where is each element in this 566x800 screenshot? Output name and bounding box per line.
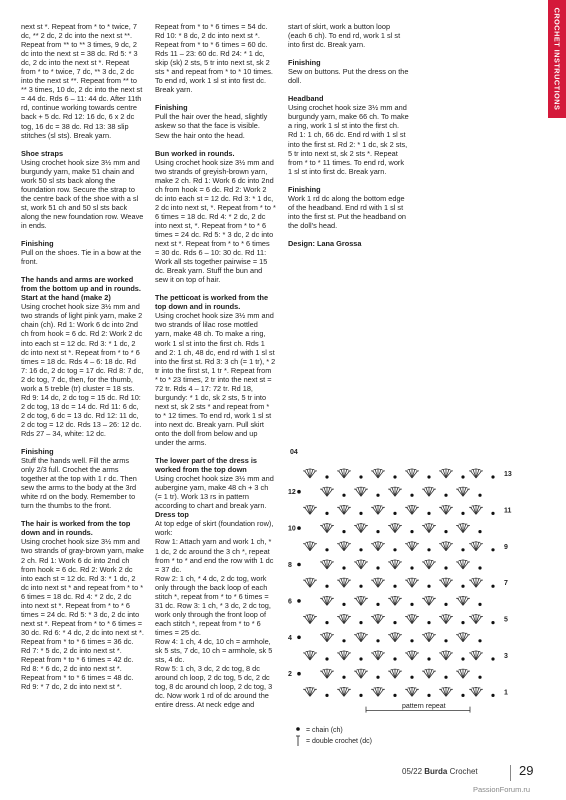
chart-row-label: 10 xyxy=(288,525,296,533)
instruction-paragraph: Row 2: 1 ch, * 4 dc, 2 dc tog, work only through the back loop of each stitch *, repeat from * to * 6 times = 31 dc. Row 3: 1 ch, * 3 dc, 2 dc tog, work only through the front loop of each stitch *, repeat from * to * 6 times = 25 dc. xyxy=(155,573,271,637)
paragraph-gap xyxy=(21,140,144,149)
chain-stitch xyxy=(478,566,481,569)
instruction-paragraph: Using crochet hook size 3½ mm and two strands of greyish-brown yarn, make 2 ch. Rd 1: Work 6 dc into 2nd ch from hook = 6 dc. Rd 2: Work 2 dc into each st = 12 dc. Rd 3: * 1 dc, 2 dc into next st, *. Repeat from * to * 6 times = 18 dc. Rd 4: * 2 dc, 2 dc into next st, *. Repeat from * to * 6 times = 24 dc. Rd 5: * 3 dc, 2 dc into next st *. Repeat from * to * 6 times = 30 dc. Rds 6 – 10: 30 dc. Rd 11: Work all sts together pairwise = 15 dc. Break yarn. Stuff the bun and sew it on top of hair. xyxy=(155,157,276,285)
section-heading: Dress top xyxy=(155,510,189,520)
instruction-paragraph: Repeat from * to * 6 times = 54 dc. Rd 10: * 8 dc, 2 dc into next st *. Repeat from * to * 6 times = 60 dc. Rds 11 – 23: 60 dc. Rd 24: * 1 dc, skip (sk) 2 sts, 5 tr into next st, sk 2 sts * and repeat from * to * 10 times. To end rd, work 1 sl st into first dc. Break yarn. xyxy=(155,22,273,95)
paragraph-gap xyxy=(288,230,410,239)
chart-row-label: 7 xyxy=(504,580,508,588)
chain-stitch xyxy=(410,530,413,533)
paragraph-gap xyxy=(21,438,144,447)
chain-stitch xyxy=(491,475,494,478)
chart-row-label: 8 xyxy=(288,562,292,569)
chain-stitch xyxy=(427,621,430,624)
chain-stitch xyxy=(359,694,362,697)
instruction-paragraph: Work 1 rd dc along the bottom edge of the headband. End rd with 1 sl st into the first st. Put the headband on the doll's head. xyxy=(288,193,406,230)
issue-number: 05/22 xyxy=(402,767,423,776)
brand-name: Burda xyxy=(424,767,448,776)
chain-stitch xyxy=(325,475,328,478)
legend-chain-symbol xyxy=(296,727,300,731)
chain-stitch xyxy=(393,694,396,697)
page-footer xyxy=(402,767,478,776)
chart-row-label: 1 xyxy=(504,689,508,697)
chain-stitch xyxy=(427,657,430,660)
instruction-paragraph: Using crochet hook size 3½ mm and aubergine yarn, make 48 ch + 3 ch (= 1 tr). Work 13 rs in pattern according to chart and break yarn. xyxy=(155,474,274,511)
chart-row-label: 5 xyxy=(504,616,508,624)
instruction-paragraph: Using crochet hook size 3½ mm and two strands of lilac rose mottled yarn, make 48 ch. To make a ring, work 1 sl st into the first ch. Rds 1 and 2: 1 ch, 48 dc, end rd with 1 sl st into the first st. Rd 3: 3 ch (= 1 tr), * 2 tr into the first st, 1 tr *. Repeat from * to * 23 times, 2 tr into the next st = 72 tr. Rds 4 – 17: 72 tr. Rd 18, burgundy: * 1 dc, sk 2 sts, 5 tr into next st, sk 2 sts * and repeat from * to * 12 times. To end rd, work 1 sl st into next dc. Break yarn. Pull skirt onto the doll from below and up under the arms. xyxy=(155,311,276,448)
section-heading: Shoe straps xyxy=(21,148,64,158)
instruction-paragraph: Row 4: 1 ch, 4 dc, 10 ch = armhole, sk 5 sts, 7 dc, 10 ch = armhole, sk 5 sts, 4 dc. xyxy=(155,637,273,665)
chart-row-label: 6 xyxy=(288,598,292,606)
chain-stitch xyxy=(444,494,447,497)
paragraph-gap xyxy=(155,447,276,456)
chain-stitch xyxy=(478,494,481,497)
chain-stitch xyxy=(359,585,362,588)
chart-row-label: 2 xyxy=(288,671,292,679)
text-column-1 xyxy=(21,22,144,691)
chain-stitch xyxy=(410,566,413,569)
chain-stitch xyxy=(461,475,464,478)
row-start-chain xyxy=(297,490,301,494)
chain-stitch xyxy=(325,512,328,515)
chain-stitch xyxy=(325,548,328,551)
chain-stitch xyxy=(410,639,413,642)
chain-stitch xyxy=(427,548,430,551)
watermark: PassionForum.ru xyxy=(473,785,531,794)
chain-stitch xyxy=(376,676,379,679)
section-heading: Finishing xyxy=(155,103,188,113)
chain-stitch xyxy=(491,657,494,660)
chain-stitch xyxy=(427,512,430,515)
chain-stitch xyxy=(491,585,494,588)
chain-stitch xyxy=(444,639,447,642)
chain-stitch xyxy=(491,512,494,515)
chain-stitch xyxy=(427,694,430,697)
chain-stitch xyxy=(444,676,447,679)
chain-stitch xyxy=(461,657,464,660)
paragraph-gap xyxy=(155,140,276,149)
chain-stitch xyxy=(491,694,494,697)
section-heading: Finishing xyxy=(21,239,54,249)
chain-stitch xyxy=(478,676,481,679)
instruction-paragraph: At top edge of skirt (foundation row), work: xyxy=(155,519,274,538)
text-column-3 xyxy=(288,22,410,248)
chain-stitch xyxy=(427,475,430,478)
chain-stitch xyxy=(444,566,447,569)
chain-stitch xyxy=(393,512,396,515)
chain-stitch xyxy=(376,639,379,642)
chain-stitch xyxy=(376,566,379,569)
chain-stitch xyxy=(342,639,345,642)
row-start-chain xyxy=(297,636,301,640)
paragraph-gap xyxy=(21,510,144,519)
section-heading: Headband xyxy=(288,94,324,104)
instruction-paragraph: Using crochet hook size 3½ mm and two strands of gray-brown yarn, make 2 ch. Rd 1: Work 6 dc into 2nd ch from hook = 6 dc. Rd 2: Work 2 dc into each st = 12 dc. Rd 3: * 1 dc, 2 dc into next st * and repeat from * to * 6 times = 18 dc. Rd 4: * 2 dc, 2 dc into next st *. Repeat from * to * 6 times = 24 dc. Rd 5: * 3 dc, 2 dc into next st *. Repeat from * to * 6 times = 30 dc. Rd 6: * 4 dc, 2 dc into next st *. Repeat from * to * 6 times = 36 dc. Rd 7: * 5 dc, 2 dc into next st *. Repeat from * to * 6 times = 42 dc. Rd 8: * 6 dc, 2 dc into next st *. Repeat from * to * 6 times = 48 dc. Rd 9: * 7 dc, 2 dc into next st *. xyxy=(21,537,144,692)
chart-row-label: 11 xyxy=(504,507,512,515)
paragraph-gap xyxy=(21,266,144,275)
instruction-paragraph: Using crochet hook size 3½ mm and burgundy yarn, make 51 chain and work 50 sl sts back along the foundation row. Secure the strap to the centre back of the shoe with a sl st, work 51 ch and 50 sl sts back along the new foundation row. Weave in ends. xyxy=(21,157,144,230)
section-heading: Bun worked in rounds. xyxy=(155,148,235,158)
chain-stitch xyxy=(410,676,413,679)
chain-stitch xyxy=(376,530,379,533)
chain-stitch xyxy=(461,585,464,588)
section-tab xyxy=(548,0,566,118)
instruction-paragraph: Pull the hair over the head, slightly askew so that the face is visible. Sew the hair onto the head. xyxy=(155,112,268,140)
section-heading: Finishing xyxy=(288,184,321,194)
chain-stitch xyxy=(427,585,430,588)
chain-stitch xyxy=(410,494,413,497)
chain-stitch xyxy=(444,603,447,606)
pattern-repeat-label: pattern repeat xyxy=(402,703,446,710)
chain-stitch xyxy=(325,621,328,624)
chart-row-label: 9 xyxy=(504,543,508,551)
chain-stitch xyxy=(444,530,447,533)
instruction-paragraph: Using crochet hook size 3½ mm and burgundy yarn, make 66 ch. To make a ring, work 1 sl st into the first ch. Rd 1: 1 ch, 66 dc. End rd with 1 sl st into the first st. Rd 2: * 1 dc, sk 2 sts, 5 tr into next st, sk 2 sts *. Repeat from * to * 11 times. To end rd, work 1 sl st into first dc. Break yarn. xyxy=(288,103,409,176)
row-start-chain xyxy=(297,672,301,676)
chain-stitch xyxy=(376,494,379,497)
legend-double-crochet: = double crochet (dc) xyxy=(306,738,372,745)
page-number: 29 xyxy=(519,763,534,778)
footer-divider xyxy=(510,765,511,781)
instruction-paragraph: Sew on buttons. Put the dress on the doll. xyxy=(288,67,409,86)
chart-number: 04 xyxy=(290,449,298,456)
section-heading: The petticoat is worked from the top down and in rounds. xyxy=(155,293,269,312)
paragraph-gap xyxy=(21,230,144,239)
chain-stitch xyxy=(325,585,328,588)
chain-stitch xyxy=(393,621,396,624)
chain-stitch xyxy=(478,530,481,533)
section-heading: Finishing xyxy=(288,58,321,68)
chain-stitch xyxy=(393,475,396,478)
instruction-paragraph: next st *. Repeat from * to * twice, 7 dc, ** 2 dc, 2 dc into the next st **. Repeat from ** to ** 3 times, 9 dc, 2 dc into the next st = 38 dc. Rd 5: * 3 dc, 2 dc into the next st *. Repeat from * to * twice, 7 dc, ** 3 dc, 2 dc into the next st **. Repeat from ** to ** 3 times, 10 dc, 2 dc into the next st = 44 dc. Rds 6 – 11: 44 dc. After 11th rd, continue working towards centre back + 5 dc. Rd 12: 16 dc, 6 x 2 dc tog, 16 dc = 38 dc. Rd 13: 38 slip stitches (sl sts). Break yarn. xyxy=(21,22,143,140)
chain-stitch xyxy=(325,657,328,660)
chain-stitch xyxy=(342,566,345,569)
section-heading: The hair is worked from the top down and in rounds. xyxy=(21,519,131,538)
chain-stitch xyxy=(478,639,481,642)
row-start-chain xyxy=(297,526,301,530)
row-start-chain xyxy=(297,563,301,567)
paragraph-gap xyxy=(288,49,410,58)
chain-stitch xyxy=(461,512,464,515)
paragraph-gap xyxy=(155,94,276,103)
chart-row-label: 13 xyxy=(504,471,512,478)
instruction-paragraph: Pull on the shoes. Tie in a bow at the front. xyxy=(21,248,142,267)
crochet-chart xyxy=(288,460,528,760)
section-heading: The hands and arms are worked from the bottom up and in rounds. Start at the hand (make 2) xyxy=(21,275,141,303)
paragraph-gap xyxy=(288,176,410,185)
instruction-paragraph: Stuff the hands well. Fill the arms only 2/3 full. Crochet the arms together at the top with 1 r dc. Then sew the arms to the body at the 3rd white rd on the body. Remember to turn the thumbs to the front. xyxy=(21,456,137,511)
instruction-paragraph: Row 1: Attach yarn and work 1 ch, * 1 dc, 2 dc around the 3 ch *, repeat from * to * and end the row with 1 dc = 37 dc. xyxy=(155,537,274,574)
chain-stitch xyxy=(359,621,362,624)
legend-chain: = chain (ch) xyxy=(306,727,343,734)
section-name: Crochet xyxy=(449,767,478,776)
chain-stitch xyxy=(491,548,494,551)
chain-stitch xyxy=(461,694,464,697)
chain-stitch xyxy=(393,548,396,551)
instruction-paragraph: start of skirt, work a button loop (each 6 ch). To end rd, work 1 sl st into first dc. Break yarn. xyxy=(288,22,401,50)
section-heading: Design: Lana Grossa xyxy=(288,238,362,248)
paragraph-gap xyxy=(155,284,276,293)
chain-stitch xyxy=(461,548,464,551)
chart-row-label: 3 xyxy=(504,653,508,660)
instruction-paragraph: Using crochet hook size 3½ mm and two strands of light pink yarn, make 2 chain (ch). Rd 1: Work 6 dc into 2nd ch from hook = 6 dc. Rd 2: Work 2 dc into each st = 12 dc. Rd 3: * 1 dc, 2 dc into next st *. Repeat from * to * 6 times = 18 dc. Rds 4 – 6: 18 dc. Rd 7: 16 dc, 2 dc tog = 17 dc. Rd 8: 7 dc, 2 dc tog, 7 dc, then, for the thumb, work a 5 treble (tr) cluster = 18 sts. Rd 9: 14 dc, 2 dc tog = 15 dc. Rd 10: 2 dc tog, 13 dc = 14 dc. Rd 11: 6 dc, 2 dc tog, 6 dc = 13 dc. Rd 12: 11 dc, 2 dc tog = 12 dc. Rds 13 – 26: 12 dc. Rds 27 – 34, white: 12 dc. xyxy=(21,302,144,438)
chain-stitch xyxy=(325,694,328,697)
chain-stitch xyxy=(359,657,362,660)
chain-stitch xyxy=(342,530,345,533)
chain-stitch xyxy=(478,603,481,606)
chain-stitch xyxy=(359,548,362,551)
chain-stitch xyxy=(393,657,396,660)
chain-stitch xyxy=(359,475,362,478)
chain-stitch xyxy=(342,494,345,497)
chart-row-label: 4 xyxy=(288,634,292,642)
instruction-paragraph: Row 5: 1 ch, 3 dc, 2 dc tog, 8 dc around ch loop, 2 dc tog, 5 dc, 2 dc tog, 8 dc around ch loop, 2 dc tog, 3 dc. Now work 1 rd of dc around the entire dress. At neck edge and xyxy=(155,664,273,710)
chain-stitch xyxy=(359,512,362,515)
section-heading: Finishing xyxy=(21,447,54,457)
chain-stitch xyxy=(342,676,345,679)
paragraph-gap xyxy=(288,85,410,94)
section-tab-label: CROCHET INSTRUCTIONS xyxy=(552,7,562,111)
chain-stitch xyxy=(461,621,464,624)
chain-stitch xyxy=(410,603,413,606)
chain-stitch xyxy=(342,603,345,606)
text-column-2 xyxy=(155,22,276,709)
row-start-chain xyxy=(297,599,301,603)
chart-row-label: 12 xyxy=(288,489,296,497)
chain-stitch xyxy=(491,621,494,624)
chain-stitch xyxy=(393,585,396,588)
chain-stitch xyxy=(376,603,379,606)
section-heading: The lower part of the dress is worked from the top down xyxy=(155,456,258,475)
